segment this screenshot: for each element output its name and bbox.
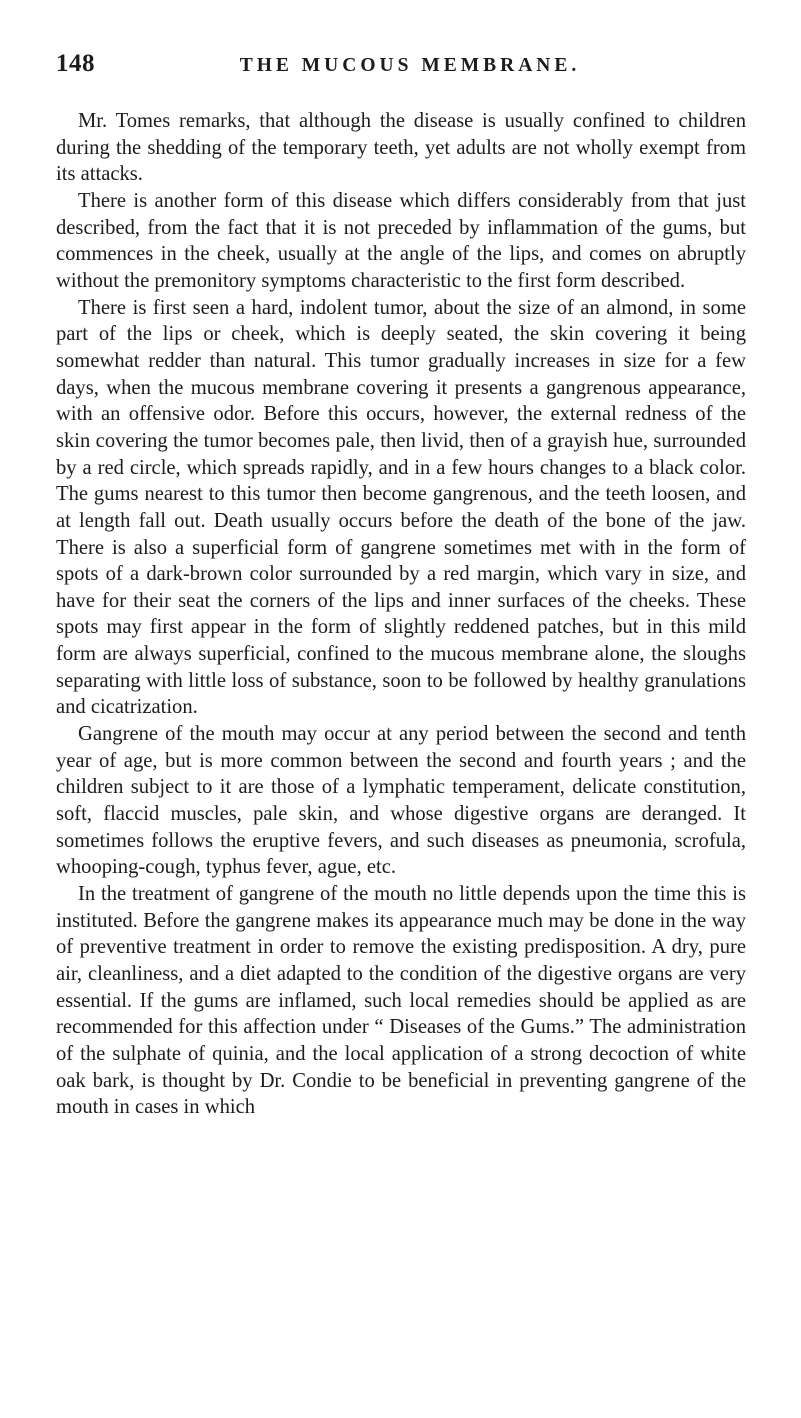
page-number: 148	[56, 50, 95, 77]
book-page	[56, 50, 746, 1121]
paragraph-3: There is first seen a hard, indolent tumor, about the size of an almond, in some part of the lips or cheek, which is deeply seated, the skin covering it being somewhat redder than natural. This tumor gradually increases in size for a few days, when the mucous membrane covering it presents a gangrenous appearance, with an offensive odor. Before this occurs, however, the external redness of the skin covering the tumor becomes pale, then livid, then of a grayish hue, surrounded by a red circle, which spreads rapidly, and in a few hours changes to a black color. The gums nearest to this tumor then become gangrenous, and the teeth loosen, and at length fall out. Death usually occurs before the death of the bone of the jaw. There is also a superficial form of gangrene sometimes met with in the form of spots of a dark-brown color surrounded by a red margin, which vary in size, and have for their seat the corners of the lips and inner surfaces of the cheeks. These spots may first appear in the form of slightly reddened patches, but in this mild form are always superficial, confined to the mucous membrane alone, the sloughs separating with little loss of substance, soon to be followed by healthy granulations and cicatrization.	[56, 296, 746, 719]
page-header	[56, 50, 746, 90]
body-text	[56, 108, 746, 1121]
paragraph-4: Gangrene of the mouth may occur at any period between the second and tenth year of age, but is more common between the second and fourth years ; and the children subject to it are those of a lymphatic temperament, delicate constitution, soft, flaccid muscles, pale skin, and whose digestive organs are deranged. It sometimes follows the eruptive fevers, and such diseases as pneumonia, scrofula, whooping-cough, typhus fever, ague, etc.	[56, 723, 746, 879]
paragraph-1: Mr. Tomes remarks, that although the disease is usually confined to children during the shedding of the temporary teeth, yet adults are not wholly exempt from its attacks.	[56, 110, 746, 186]
paragraph-2: There is another form of this disease which differs considerably from that just described, from the fact that it is not preceded by inflammation of the gums, but commences in the cheek, usually at the angle of the lips, and comes on abruptly without the premonitory symptoms characteristic to the first form described.	[56, 189, 746, 292]
paragraph-5: In the treatment of gangrene of the mouth no little depends upon the time this is instituted. Before the gangrene makes its appearance much may be done in the way of preventive treatment in order to remove the existing predisposition. A dry, pure air, cleanliness, and a diet adapted to the condition of the digestive organs are very essential. If the gums are inflamed, such local remedies should be applied as are recommended for this affection under “ Diseases of the Gums.” The administration of the sulphate of quinia, and the local application of a strong decoction of white oak bark, is thought by Dr. Condie to be beneficial in preventing gangrene of the mouth in cases in which	[56, 883, 746, 1119]
running-head: THE MUCOUS MEMBRANE.	[239, 55, 581, 76]
